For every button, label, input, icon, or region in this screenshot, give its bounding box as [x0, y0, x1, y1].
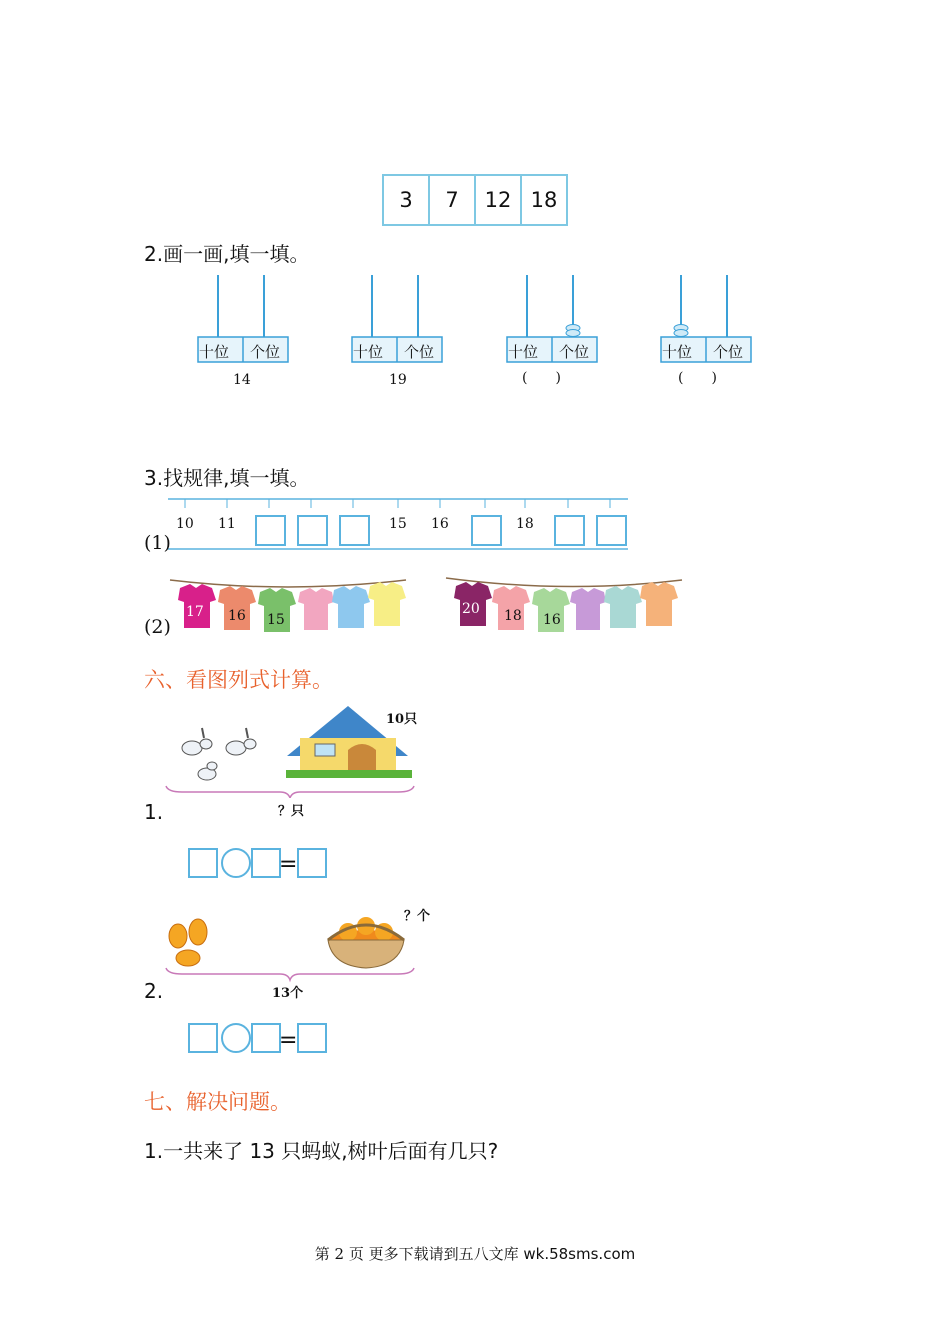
- operator-circle[interactable]: [221, 1023, 251, 1053]
- ruler-blank-box[interactable]: [596, 515, 627, 546]
- problem-1-label: 1.: [144, 800, 164, 824]
- basket-count: ？个: [404, 909, 431, 924]
- equals-sign: =: [279, 852, 298, 877]
- basket-icon: [328, 917, 404, 968]
- abacus-tens-label: 十位: [199, 343, 230, 361]
- answer-box[interactable]: [188, 848, 218, 878]
- abacus-tens-label: 十位: [508, 343, 539, 361]
- equals-sign: =: [279, 1028, 298, 1053]
- q3-part1-label: (1): [144, 532, 171, 554]
- clothesline-illustration: [168, 572, 688, 638]
- section-6-title: 六、看图列式计算。: [144, 668, 333, 692]
- problem-2-label: 2.: [144, 979, 164, 1003]
- answer-box[interactable]: [251, 848, 281, 878]
- abacus-ones-label: 个位: [404, 343, 435, 361]
- abacus-ones-label: 个位: [713, 343, 744, 361]
- ruler-label: 15: [389, 516, 407, 532]
- shirt-number: 15: [267, 612, 285, 628]
- ruler-blank-box[interactable]: [554, 515, 585, 546]
- shirt-number: 20: [462, 601, 480, 617]
- number-card: 7: [430, 176, 476, 224]
- shirt-icon: [178, 582, 678, 632]
- footer-site-link[interactable]: wk.58sms.com: [523, 1245, 636, 1263]
- problem-7-1: 1.一共来了 13 只蚂蚁,树叶后面有几只?: [144, 1139, 499, 1163]
- number-card: 3: [384, 176, 430, 224]
- operator-circle[interactable]: [221, 848, 251, 878]
- answer-box[interactable]: [188, 1023, 218, 1053]
- answer-box[interactable]: [297, 1023, 327, 1053]
- pears-basket-illustration: [162, 896, 418, 992]
- ruler-blank-box[interactable]: [339, 515, 370, 546]
- answer-box[interactable]: [251, 1023, 281, 1053]
- footer: [0, 1243, 950, 1264]
- q2-title: 2.画一画,填一填。: [144, 242, 310, 266]
- abacus-blank[interactable]: ( ): [522, 370, 561, 386]
- number-card: 12: [476, 176, 522, 224]
- ruler-blank-box[interactable]: [255, 515, 286, 546]
- abacus-blank[interactable]: ( ): [678, 370, 717, 386]
- number-cards: [382, 174, 568, 226]
- abacus-ones-label: 个位: [559, 343, 590, 361]
- total-count: ？只: [278, 804, 305, 819]
- pear-icon: [169, 919, 207, 966]
- total-count: 13个: [272, 986, 304, 1001]
- ruler-blank-box[interactable]: [297, 515, 328, 546]
- shirt-number: 16: [228, 608, 246, 624]
- answer-box[interactable]: [297, 848, 327, 878]
- ruler-label: 11: [218, 516, 236, 532]
- shirt-number: 18: [504, 608, 522, 624]
- abacus-value: 14: [233, 372, 251, 388]
- abacus-ones-label: 个位: [250, 343, 281, 361]
- ruler-label: 18: [516, 516, 534, 532]
- rabbit-house-illustration: [162, 698, 418, 798]
- number-card: 18: [530, 188, 558, 212]
- ruler-blank-box[interactable]: [471, 515, 502, 546]
- abacus-value: 19: [389, 372, 407, 388]
- ruler-label: 16: [431, 516, 449, 532]
- section-7-title: 七、解决问题。: [144, 1090, 291, 1114]
- house-count: 10只: [386, 712, 418, 727]
- shirt-number: 17: [186, 604, 204, 620]
- shirt-number: 16: [543, 612, 561, 628]
- abacus-tens-label: 十位: [662, 343, 693, 361]
- q3-part2-label: (2): [144, 616, 171, 638]
- footer-text: 第 2 页 更多下载请到五八文库: [314, 1245, 524, 1263]
- ruler-label: 10: [176, 516, 194, 532]
- q3-title: 3.找规律,填一填。: [144, 466, 310, 490]
- abacus-tens-label: 十位: [353, 343, 384, 361]
- rabbit-icon: [182, 728, 256, 780]
